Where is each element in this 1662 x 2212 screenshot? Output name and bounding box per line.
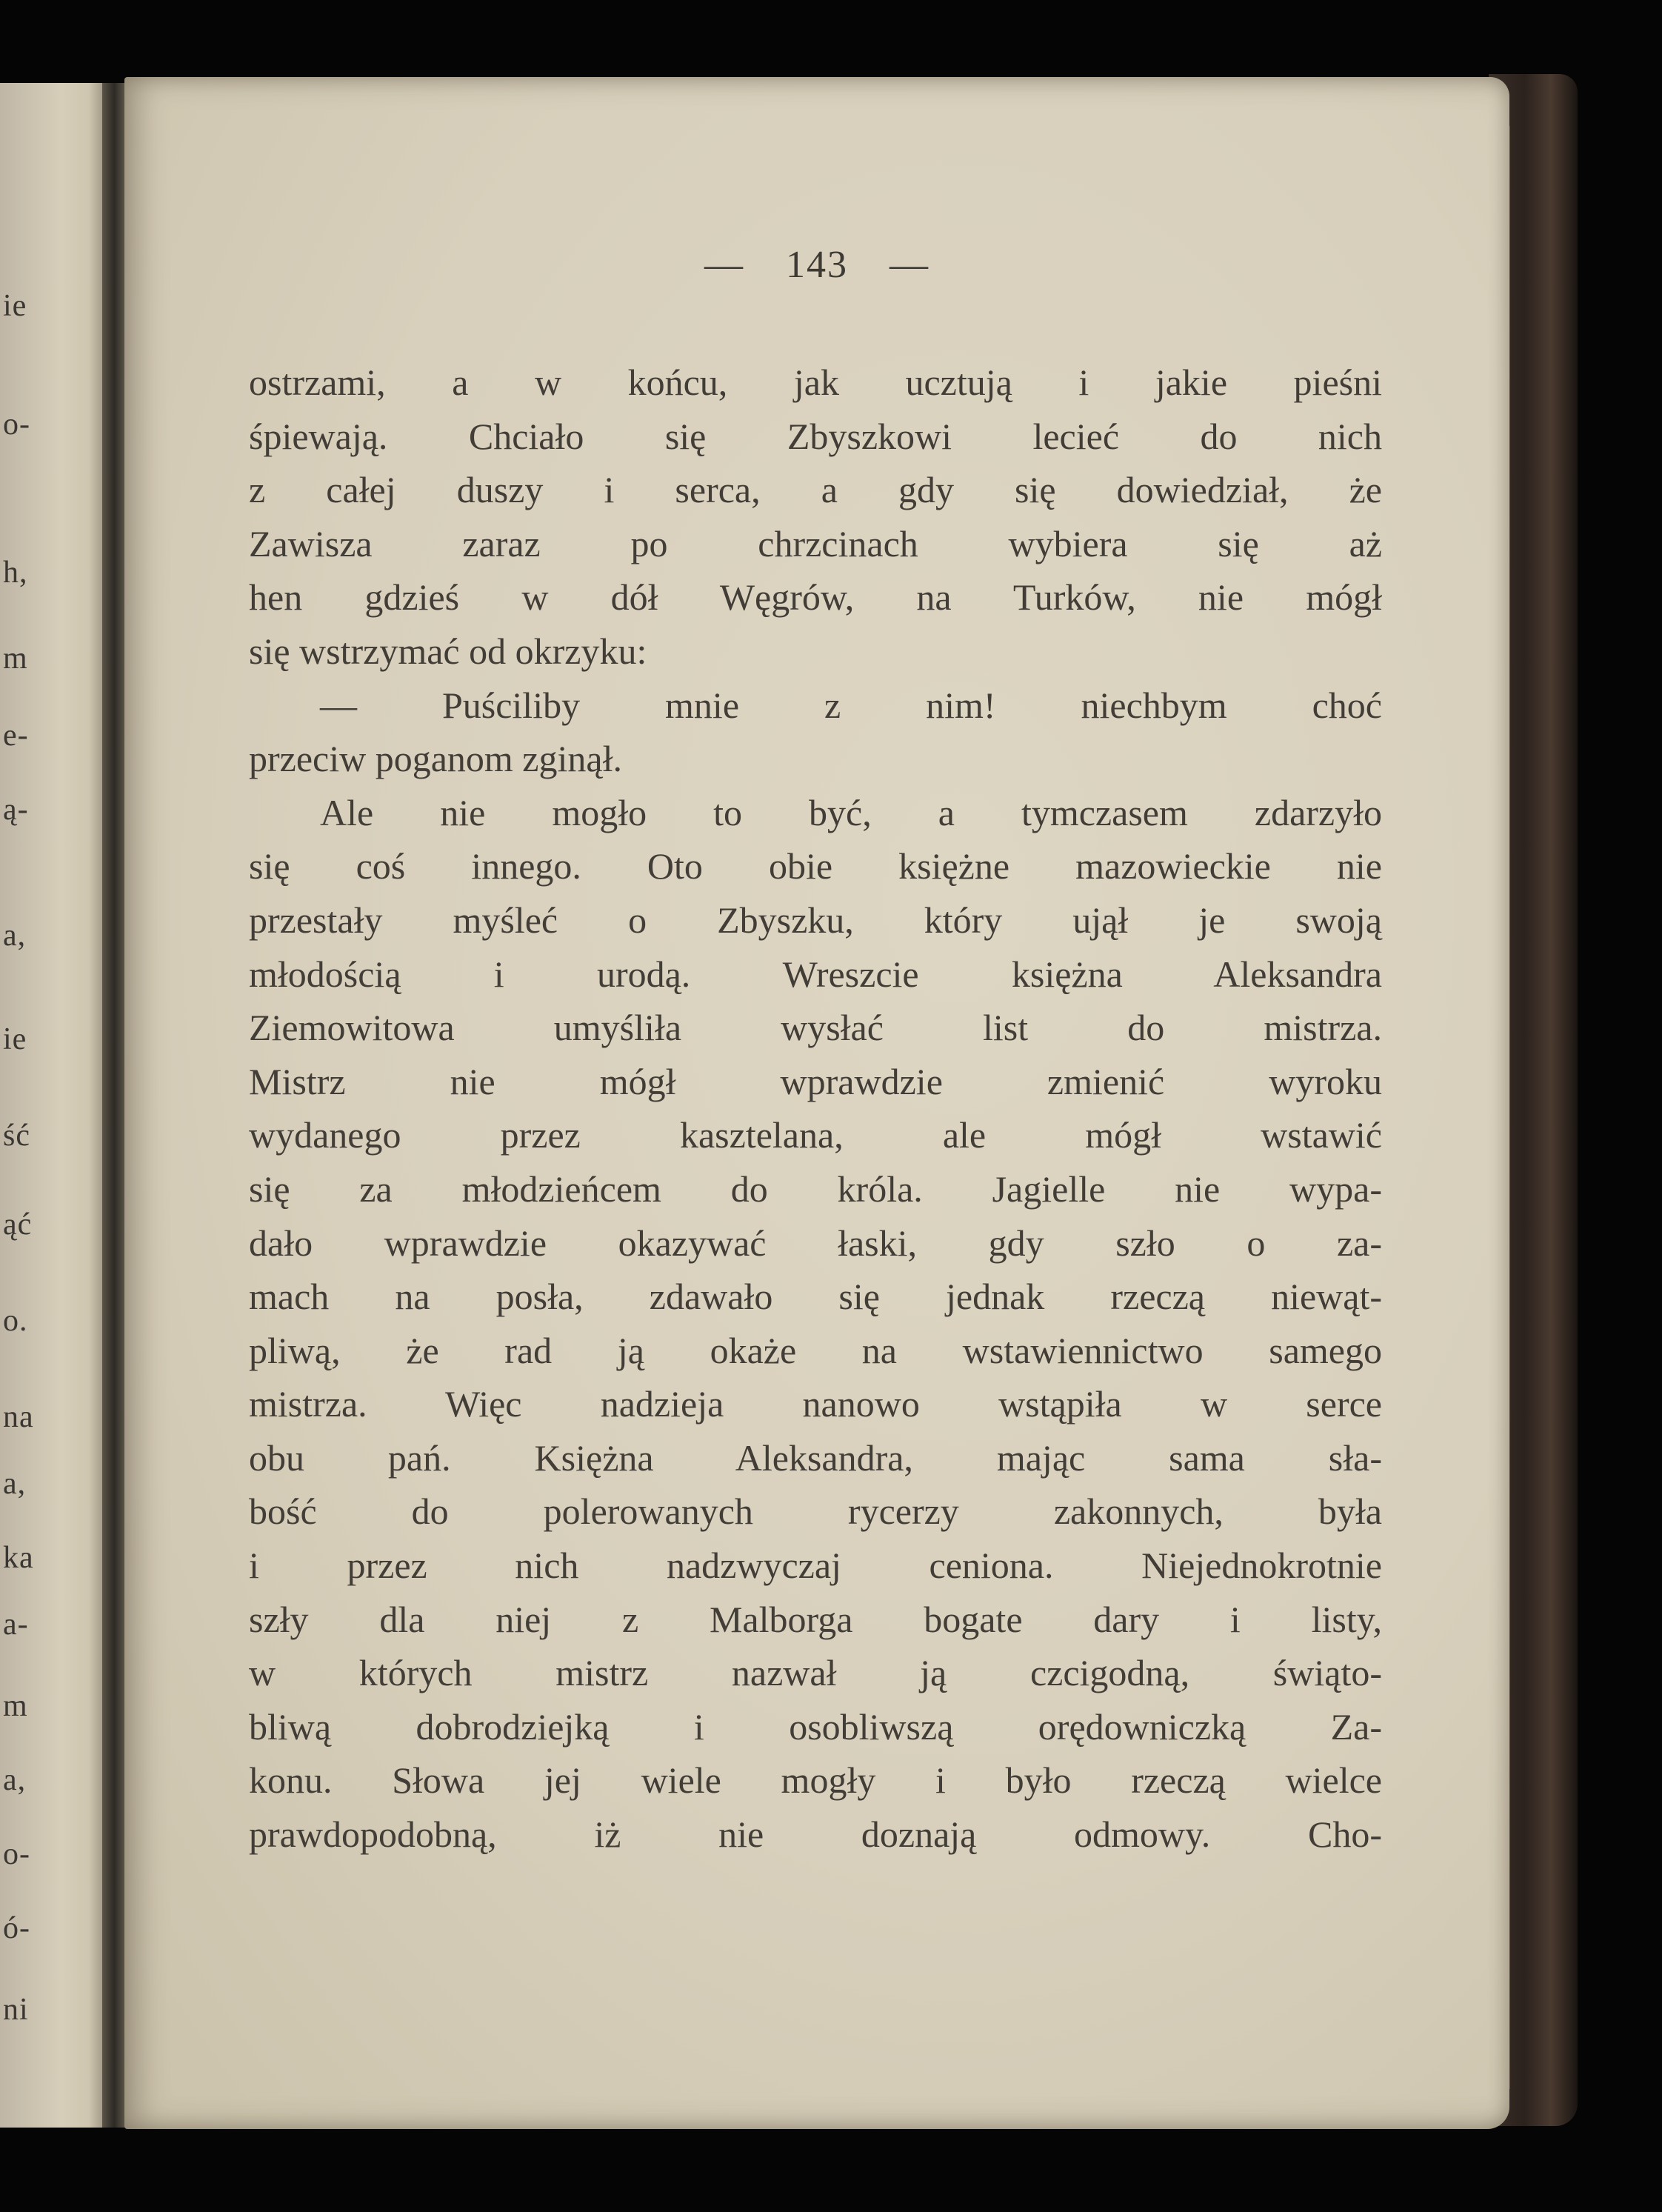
left-page-text-fragment: o- [3,1837,30,1871]
left-page-text-fragment: ie [3,1022,27,1056]
left-page-text-fragment: a, [3,919,27,953]
text-line: się za młodzieńcem do króla. Jagielle nie wypa- [249,1167,1382,1210]
text-line: Mistrz nie mógł wprawdzie zmienić wyroku [249,1060,1382,1102]
left-page-text-fragment: ie [3,289,27,323]
text-line: Zawisza zaraz po chrzcinach wybiera się aż [249,522,1382,564]
text-line: mach na posła, zdawało się jednak rzeczą niewąt- [249,1276,1382,1318]
text-line: przeciw poganom zginął. [249,738,622,780]
text-line: się coś innego. Oto obie księżne mazowieckie nie [249,845,1382,887]
page-number-header [124,243,1509,287]
text-line: hen gdzieś w dół Węgrów, na Turków, nie mógł [249,576,1382,619]
text-line: obu pań. Księżna Aleksandra, mając sama sła- [249,1436,1382,1479]
left-page-text-fragment: m [3,642,28,676]
page-number: 143 [786,244,848,286]
left-page-text-fragment: a, [3,1467,27,1501]
text-line: konu. Słowa jej wiele mogły i było rzeczą wielce [249,1759,1382,1802]
text-line: — Puściliby mnie z nim! niechbym choć [320,684,1382,726]
text-line: bość do polerowanych rycerzy zakonnych, była [249,1490,1382,1533]
body-text [249,356,1382,1862]
left-page-text-fragment: h, [3,556,28,590]
left-page-text-fragment: ść [3,1119,30,1153]
text-line: śpiewają. Chciało się Zbyszkowi lecieć do nich [249,415,1382,457]
text-line: w których mistrz nazwał ją czcigodną, świąto- [249,1652,1382,1694]
text-line: pliwą, że rad ją okaże na wstawiennictwo samego [249,1329,1382,1371]
left-page-text-fragment: na [3,1400,34,1434]
text-line: bliwą dobrodziejką i osobliwszą orędowniczką Za- [249,1705,1382,1748]
text-line: szły dla niej z Malborga bogate dary i listy, [249,1598,1382,1640]
text-line: przestały myśleć o Zbyszku, który ujął je swoją [249,899,1382,941]
text-line: wydanego przez kasztelana, ale mógł wstawić [249,1114,1382,1156]
text-line: Ale nie mogło to być, a tymczasem zdarzyło [320,791,1382,833]
text-line: i przez nich nadzwyczaj ceniona. Niejednokrotnie [249,1545,1382,1587]
left-page-text-fragment: ó- [3,1911,30,1945]
left-page-text-fragment: ni [3,1993,29,2027]
page-number-dash-left: — [704,244,744,286]
text-line: dało wprawdzie okazywać łaski, gdy szło o za- [249,1222,1382,1264]
left-facing-page [0,83,111,2128]
left-page-text-fragment: ka [3,1541,34,1575]
page-number-dash-right: — [890,244,930,286]
text-line: mistrza. Więc nadzieja nanowo wstąpiła w serce [249,1383,1382,1425]
text-line: Ziemowitowa umyśliła wysłać list do mistrza. [249,1007,1382,1049]
left-page-text-fragment: o. [3,1304,28,1338]
text-line: z całej duszy i serca, a gdy się dowiedział, że [249,469,1382,511]
text-line: młodością i urodą. Wreszcie księżna Aleksandra [249,953,1382,995]
text-line: ostrzami, a w końcu, jak ucztują i jakie pieśni [249,362,1382,403]
left-page-text-fragment: ą- [3,793,29,827]
left-page-text-fragment: ąć [3,1207,33,1242]
book-page [124,77,1509,2129]
text-line: prawdopodobną, iż nie doznają odmowy. Cho- [249,1813,1382,1856]
left-page-text-fragment: e- [3,719,29,753]
left-page-text-fragment: a, [3,1763,27,1797]
left-page-text-fragment: m [3,1689,28,1723]
text-line: się wstrzymać od okrzyku: [249,630,647,672]
left-page-text-fragment: a- [3,1608,29,1642]
left-page-text-fragment: o- [3,407,30,442]
